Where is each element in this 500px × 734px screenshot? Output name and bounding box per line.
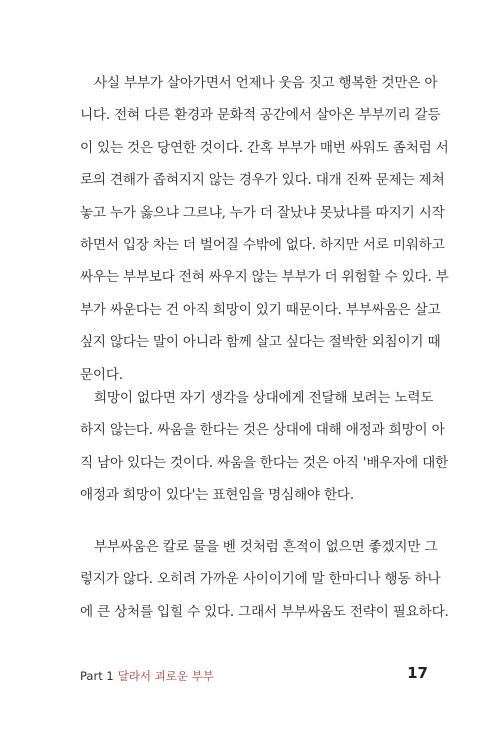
- paragraph-line: 이 있는 것은 당연한 것이다. 간혹 부부가 매번 싸워도 좀처럼 서: [80, 139, 449, 156]
- body-paragraph-3: [80, 531, 449, 628]
- page-number: 17: [407, 664, 428, 682]
- page-footer: [80, 664, 428, 686]
- paragraph-line: 부가 싸운다는 건 아직 희망이 있기 때문이다. 부부싸움은 살고: [80, 301, 441, 318]
- paragraph-line: 애정과 희망이 있다'는 표현임을 명심해야 한다.: [80, 487, 354, 504]
- paragraph-line: 하면서 입장 차는 더 벌어질 수밖에 없다. 하지만 서로 미워하고: [80, 237, 445, 254]
- body-paragraph-1: [80, 67, 449, 391]
- paragraph-line: 하지 않는다. 싸움을 한다는 것은 상대에 대해 애정과 희망이 아: [80, 422, 445, 439]
- paragraph-line: 희망이 없다면 자기 생각을 상대에게 전달해 보려는 노력도: [94, 390, 434, 406]
- paragraph-line: 부부싸움은 칼로 물을 벤 것처럼 흔적이 없으면 좋겠지만 그: [94, 539, 438, 555]
- paragraph-line: 니다. 전혀 다른 환경과 문화적 공간에서 살아온 부부끼리 갈등: [80, 107, 441, 124]
- paragraph-line: 렇지가 않다. 오히려 가까운 사이이기에 말 한마디나 행동 하나: [80, 571, 441, 588]
- paragraph-line: 문이다.: [80, 366, 123, 383]
- body-paragraph-2: [80, 382, 449, 512]
- paragraph-line: 싶지 않다는 말이 아니라 함께 살고 싶다는 절박한 외침이기 때: [80, 334, 441, 351]
- chapter-title: 달라서 괴로운 부부: [117, 669, 214, 683]
- paragraph-line: 로의 견해가 좁혀지지 않는 경우가 있다. 대개 진짜 문제는 제쳐: [80, 172, 445, 189]
- part-label: Part 1: [80, 669, 114, 683]
- paragraph-line: 놓고 누가 옳으냐 그르냐, 누가 더 잘났냐 못났냐를 따지기 시작: [80, 204, 445, 221]
- paragraph-line: 직 남아 있다는 것이다. 싸움을 한다는 것은 아직 '배우자에 대한: [80, 454, 449, 471]
- running-footer: [80, 668, 214, 684]
- paragraph-line: 싸우는 부부보다 전혀 싸우지 않는 부부가 더 위험할 수 있다. 부: [80, 269, 449, 286]
- paragraph-line: 사실 부부가 살아가면서 언제나 웃음 짓고 행복한 것만은 아: [94, 75, 438, 91]
- paragraph-line: 에 큰 상처를 입힐 수 있다. 그래서 부부싸움도 전략이 필요하다.: [80, 603, 449, 620]
